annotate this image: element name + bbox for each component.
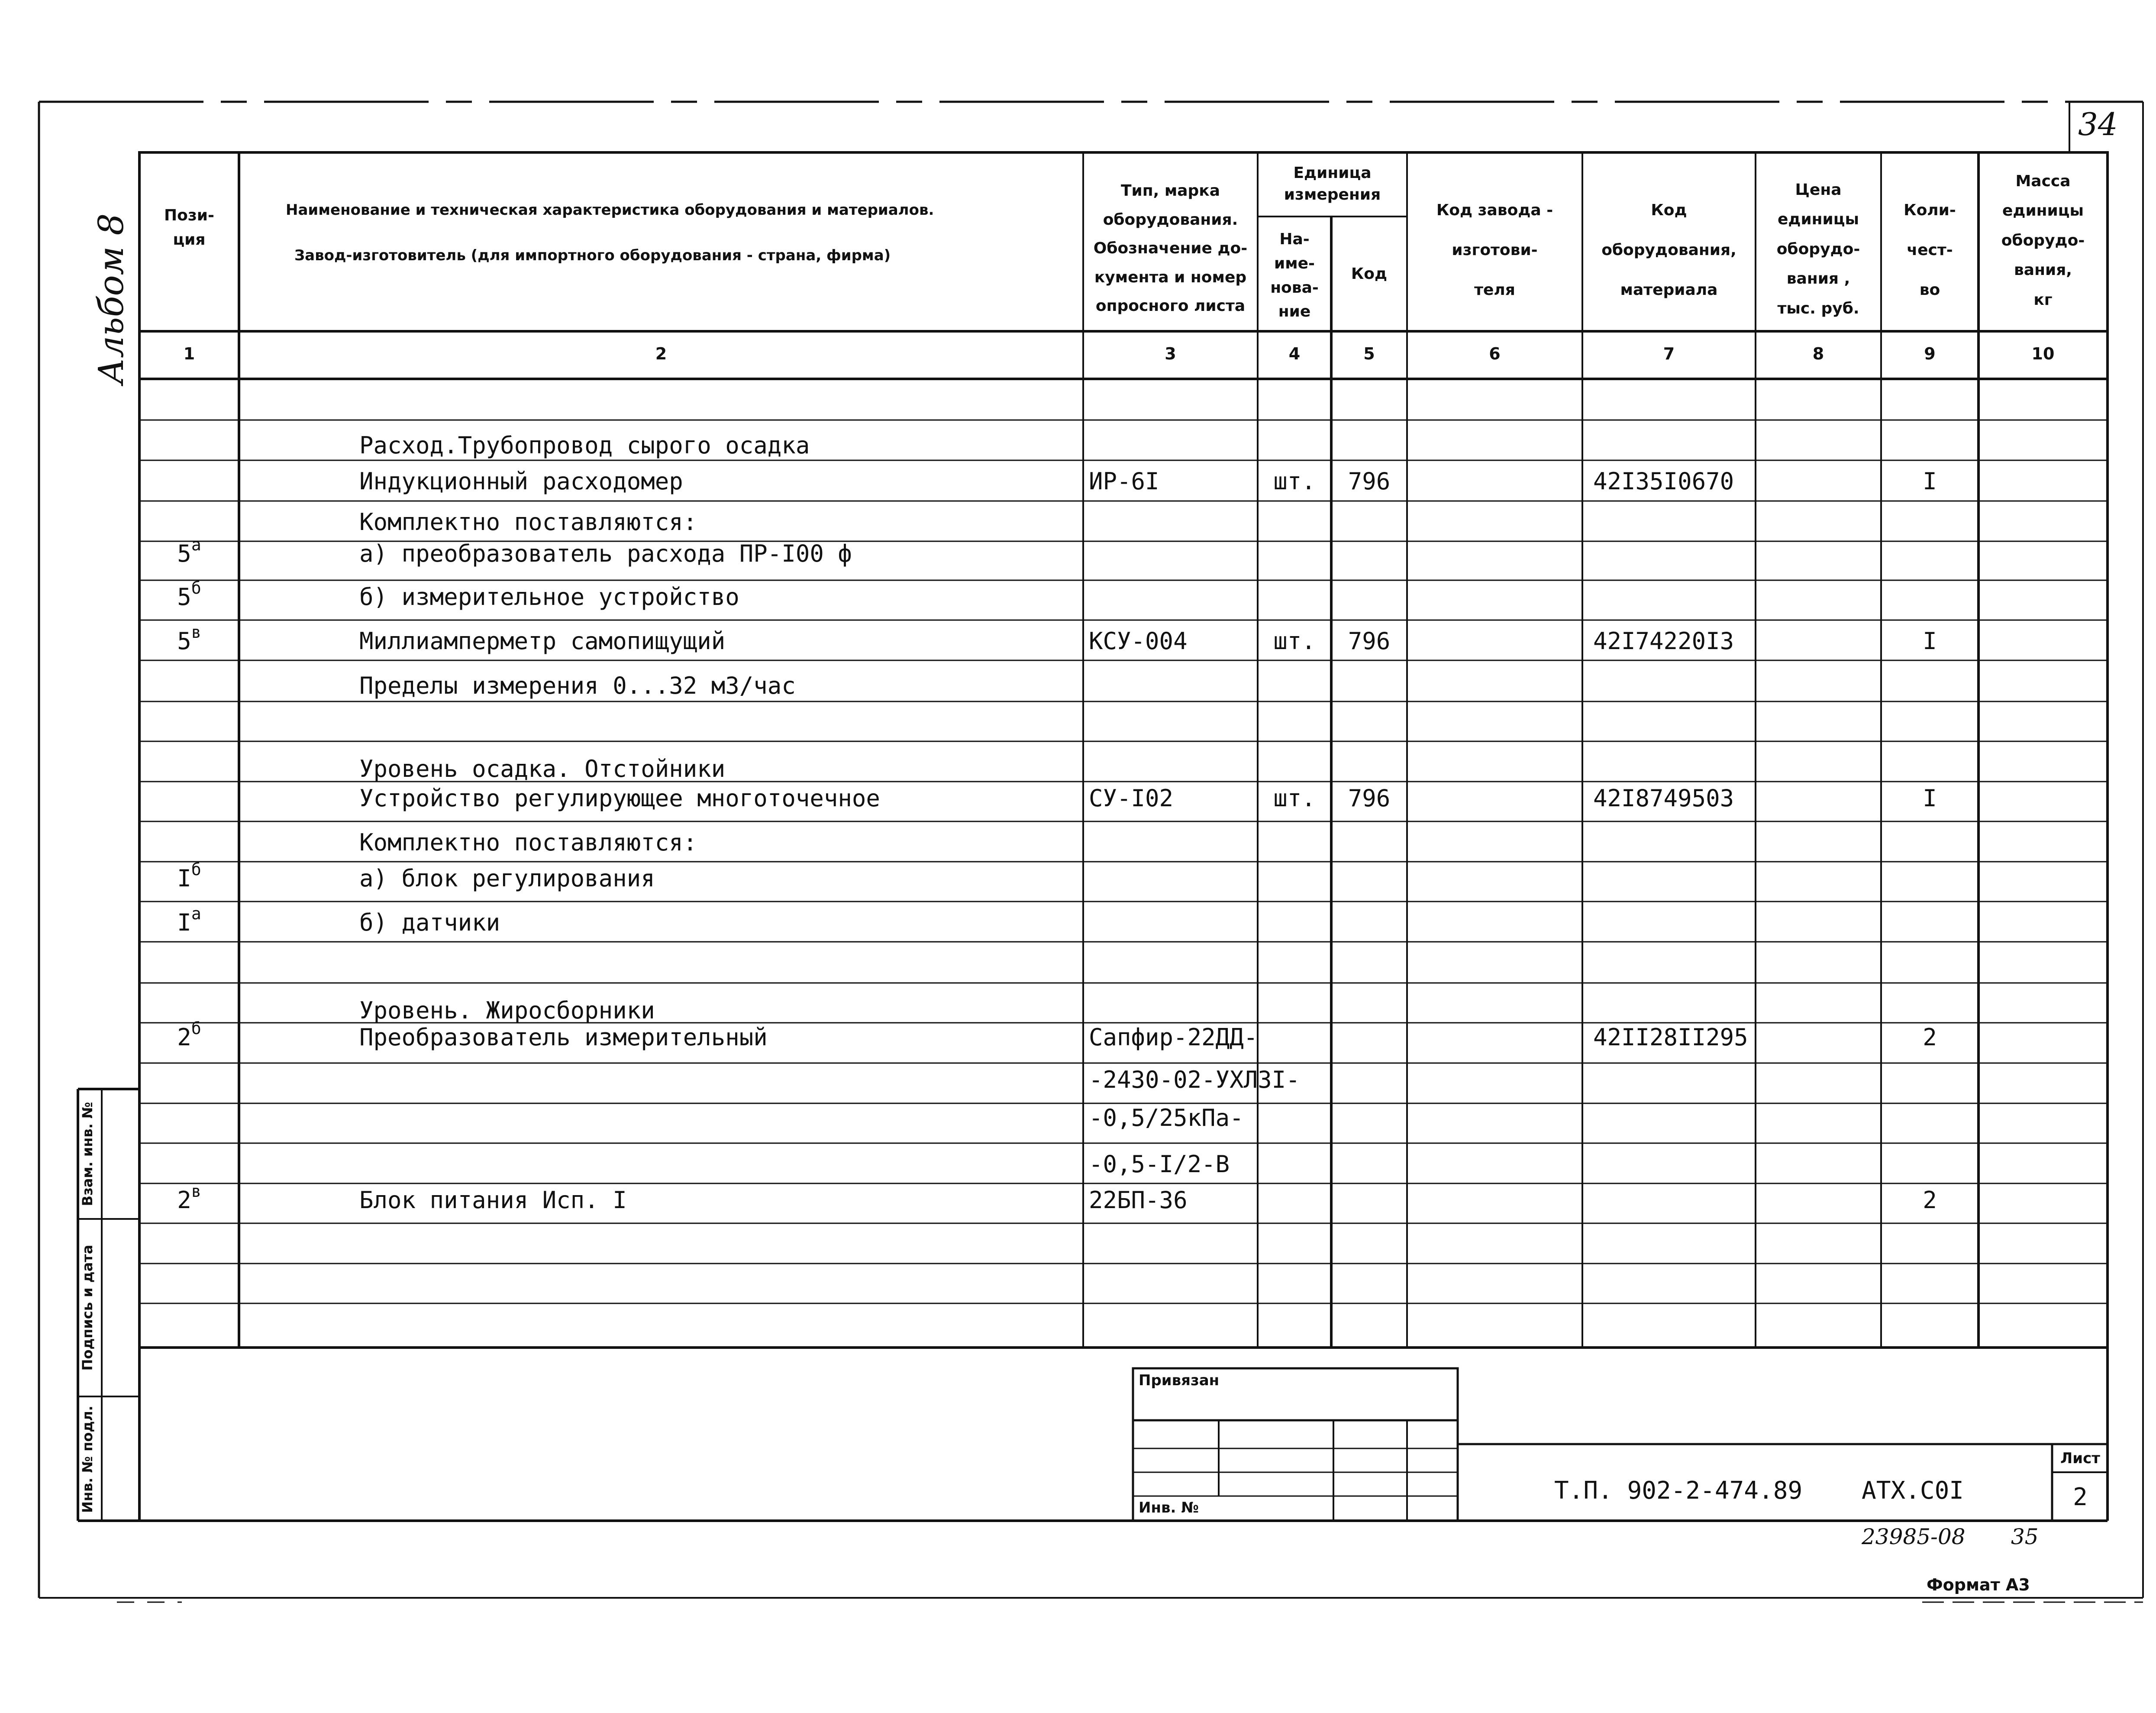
cell-pos <box>139 623 239 655</box>
format-label: Формат А3 <box>1927 1575 2030 1594</box>
header-unit-name-line4: ние <box>1278 303 1311 321</box>
cell-unit: шт. <box>1273 468 1316 495</box>
cell-eq: 42I74220I3 <box>1593 627 1734 655</box>
header-mass-line1: Масса <box>2015 172 2071 190</box>
header-price-line5: тыс. руб. <box>1777 299 1859 317</box>
handwritten-archive-number: 23985-08 <box>1862 1524 1966 1549</box>
cell-qty: 2 <box>1923 1024 1937 1051</box>
cell-unit: шт. <box>1273 627 1316 655</box>
position-suffix: а <box>191 535 201 554</box>
cell-type: СУ-I02 <box>1089 785 1174 812</box>
cell-eq: 42II28II295 <box>1593 1024 1748 1051</box>
header-type-line5: опросного листа <box>1095 297 1246 315</box>
cell-type: -0,5/25кПа- <box>1089 1104 1244 1131</box>
header-type-line4: кумента и номер <box>1094 268 1247 286</box>
cell-name: Устройство регулирующее многоточечное <box>359 785 880 812</box>
column-number-10: 10 <box>2031 344 2055 363</box>
column-number-5: 5 <box>1363 344 1375 363</box>
column-number-2: 2 <box>655 344 667 363</box>
cell-type: Сапфир-22ДД- <box>1089 1024 1258 1051</box>
side-label-replacement-inv: Взам. инв. № <box>79 1102 96 1206</box>
header-type-line3: Обозначение до- <box>1093 239 1248 258</box>
section-code: АТХ.С0I <box>1862 1477 1964 1505</box>
header-unit-line1: Единица <box>1293 164 1372 182</box>
handwritten-page-number: 35 <box>2011 1524 2039 1549</box>
header-price-line4: вания , <box>1786 270 1850 288</box>
position-number: 5 <box>177 540 191 567</box>
page-number: 34 <box>2078 106 2118 142</box>
cell-type: 22БП-36 <box>1089 1186 1188 1214</box>
position-suffix: б <box>191 1019 201 1038</box>
header-quantity-line2: чест- <box>1907 241 1953 259</box>
cell-qty: I <box>1923 468 1937 495</box>
header-quantity-line3: во <box>1919 281 1940 299</box>
header-unit-name-line3: нова- <box>1270 278 1319 297</box>
header-name-line2: Завод-изготовитель (для импортного оборудования - страна, фирма) <box>294 247 891 264</box>
side-label-original-inv: Инв. № подл. <box>79 1406 96 1513</box>
column-number-9: 9 <box>1924 344 1936 363</box>
position-number: I <box>177 909 191 936</box>
header-unit-name-line1: На- <box>1279 230 1310 248</box>
cell-qty: I <box>1923 785 1937 812</box>
column-number-6: 6 <box>1489 344 1501 363</box>
cell-name: б) измерительное устройство <box>359 583 739 611</box>
side-label-signature-date: Подпись и дата <box>79 1244 96 1371</box>
header-mass <box>1978 167 2108 315</box>
cell-type: ИР-6I <box>1089 468 1159 495</box>
header-unit <box>1258 162 1407 206</box>
header-type <box>1083 177 1258 321</box>
cell-name: Пределы измерения 0...32 м3/час <box>359 672 796 699</box>
document-code: Т.П. 902-2-474.89 <box>1554 1477 1803 1505</box>
cell-type: КСУ-004 <box>1089 627 1188 655</box>
position-number: 2 <box>177 1024 191 1051</box>
album-label: Альбом 8 <box>91 213 131 385</box>
position-number: 5 <box>177 583 191 611</box>
cell-code: 796 <box>1348 785 1391 812</box>
header-factory-code-line2: изготови- <box>1452 241 1538 259</box>
cell-pos <box>139 904 239 936</box>
column-number-7: 7 <box>1663 344 1675 363</box>
cell-pos <box>139 535 239 567</box>
position-number: 2 <box>177 1186 191 1214</box>
header-unit-line2: измерения <box>1284 186 1381 204</box>
header-unit-code: Код <box>1351 265 1388 283</box>
cell-name: а) преобразователь расхода ПР-I00 ф <box>359 540 852 567</box>
header-price-line2: единицы <box>1777 210 1859 229</box>
header-name-line1: Наименование и техническая характеристика оборудования и материалов. <box>286 201 934 219</box>
header-factory-code-line1: Код завода - <box>1436 201 1553 219</box>
header-position-line2: ция <box>173 230 206 249</box>
header-unit-name-line2: име- <box>1274 254 1315 272</box>
header-factory-code-line3: теля <box>1474 281 1515 299</box>
cell-name: Блок питания Исп. I <box>359 1186 627 1214</box>
position-suffix: а <box>191 904 201 923</box>
stamp-inv-label: Инв. № <box>1139 1499 1199 1516</box>
cell-eq: 42I35I0670 <box>1593 468 1734 495</box>
column-number-8: 8 <box>1812 344 1824 363</box>
header-position-line1: Пози- <box>164 207 214 224</box>
header-equipment-code-line2: оборудования, <box>1601 241 1736 259</box>
header-factory-code <box>1407 191 1582 310</box>
cell-name: Уровень. Жиросборники <box>359 997 655 1024</box>
cell-name: Комплектно поставляются: <box>359 508 697 536</box>
cell-code: 796 <box>1348 627 1391 655</box>
header-quantity <box>1881 191 1978 310</box>
header-price-line3: оборудо- <box>1776 240 1860 258</box>
column-number-1: 1 <box>183 344 195 363</box>
header-price-line1: Цена <box>1795 181 1842 199</box>
cell-code: 796 <box>1348 468 1391 495</box>
header-unit-name <box>1258 227 1331 324</box>
cell-type: -0,5-I/2-В <box>1089 1151 1230 1178</box>
position-number: I <box>177 865 191 892</box>
sheet-number: 2 <box>2073 1483 2088 1511</box>
cell-name: Преобразователь измерительный <box>359 1024 768 1051</box>
position-number: 5 <box>177 627 191 655</box>
header-price <box>1756 175 1881 323</box>
sheet-label: Лист <box>2060 1450 2100 1467</box>
header-mass-line3: оборудо- <box>2001 231 2085 249</box>
header-type-line1: Тип, марка <box>1120 182 1220 200</box>
cell-eq: 42I8749503 <box>1593 785 1734 812</box>
cell-pos <box>139 1182 239 1214</box>
stamp-bound-label: Привязан <box>1139 1372 1220 1389</box>
cell-qty: I <box>1923 627 1937 655</box>
cell-pos <box>139 1019 239 1051</box>
header-equipment-code <box>1582 191 1756 310</box>
cell-name: а) блок регулирования <box>359 865 655 892</box>
position-suffix: в <box>191 623 201 642</box>
cell-name: Уровень осадка. Отстойники <box>359 755 726 782</box>
cell-name: Индукционный расходомер <box>359 468 683 495</box>
cell-name: Расход.Трубопровод сырого осадка <box>359 432 810 459</box>
cell-pos <box>139 860 239 892</box>
cell-name: Миллиамперметр самопищущий <box>359 627 726 655</box>
cell-name: Комплектно поставляются: <box>359 829 697 856</box>
position-suffix: в <box>191 1182 201 1201</box>
header-mass-line2: единицы <box>2002 202 2084 220</box>
header-position <box>139 204 239 252</box>
header-mass-line5: кг <box>2033 291 2053 309</box>
cell-unit: шт. <box>1273 785 1316 812</box>
position-suffix: б <box>191 860 201 879</box>
position-suffix: б <box>191 579 201 598</box>
cell-name: б) датчики <box>359 909 500 936</box>
header-quantity-line1: Коли- <box>1904 201 1956 219</box>
column-number-4: 4 <box>1288 344 1301 363</box>
cell-pos <box>139 579 239 611</box>
cell-qty: 2 <box>1923 1186 1937 1214</box>
header-type-line2: оборудования. <box>1103 210 1238 229</box>
column-number-3: 3 <box>1165 344 1176 363</box>
header-mass-line4: вания, <box>2014 261 2072 279</box>
cell-type: -2430-02-УХЛ3I- <box>1089 1066 1300 1093</box>
header-equipment-code-line1: Код <box>1651 201 1687 219</box>
header-equipment-code-line3: материала <box>1620 281 1718 299</box>
